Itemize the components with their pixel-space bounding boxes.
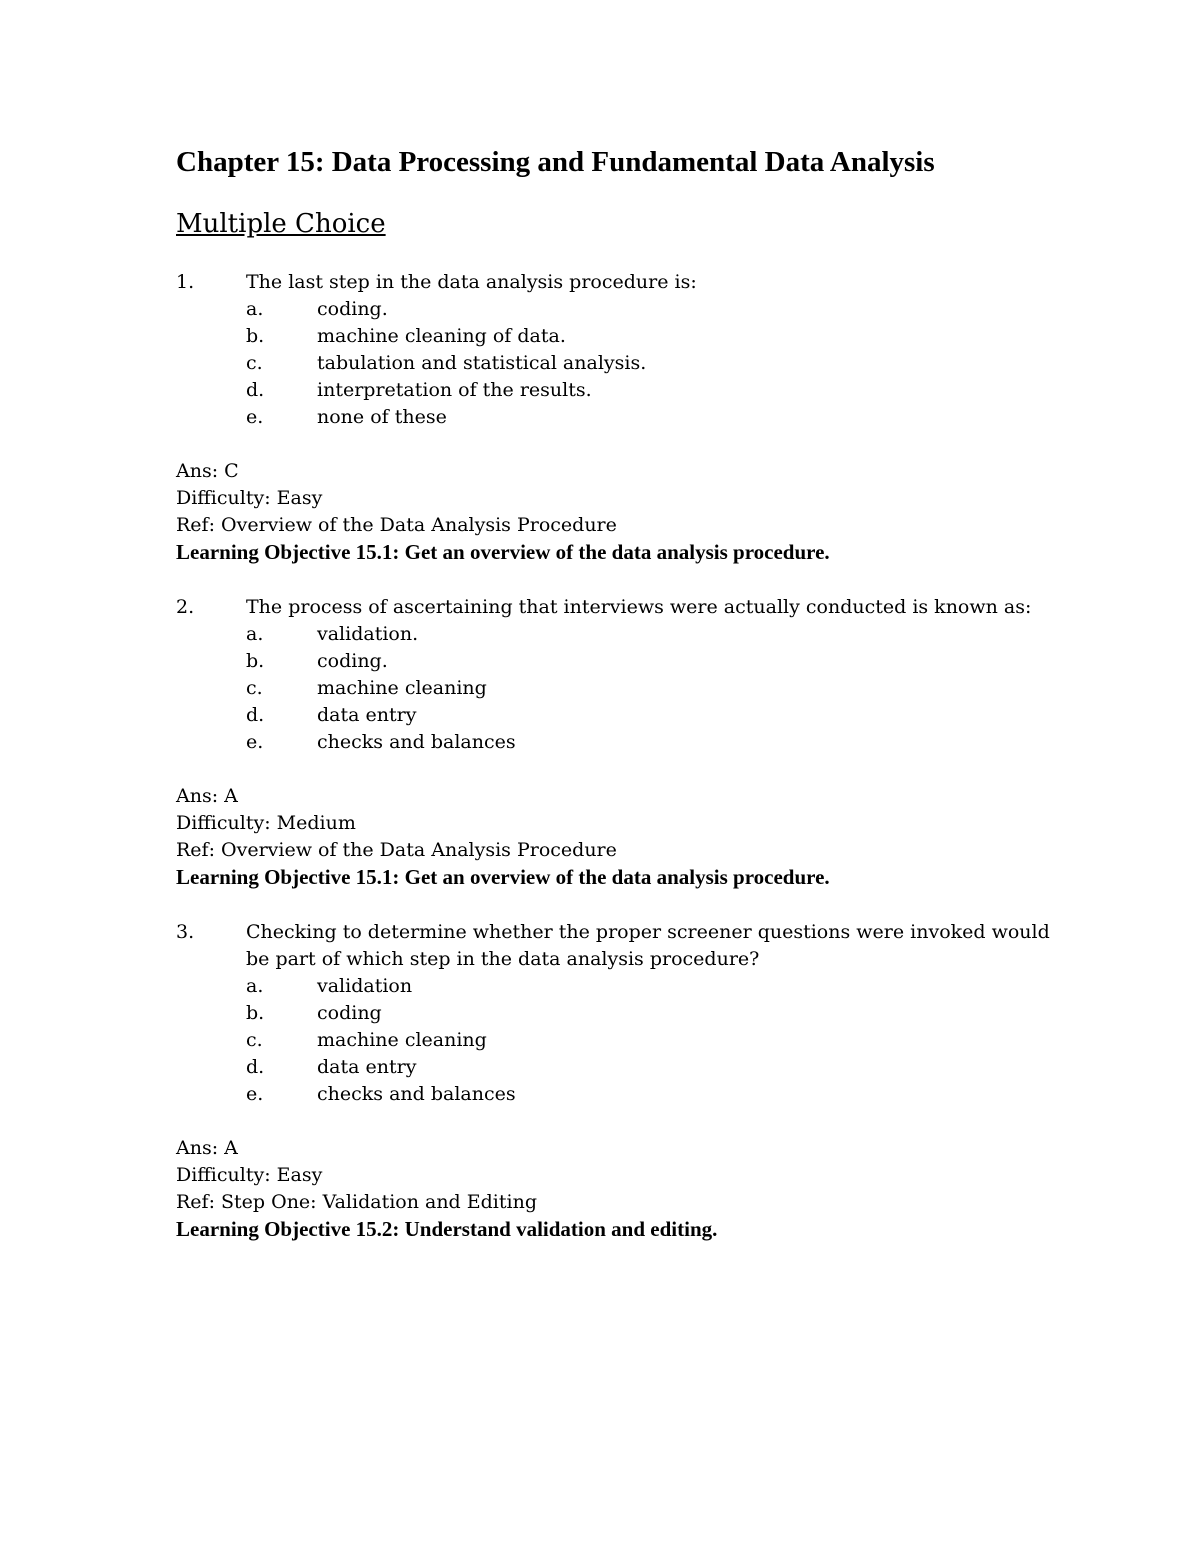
option-letter: e.: [246, 406, 264, 428]
option-text: tabulation and statistical analysis.: [317, 352, 647, 374]
question-text: The last step in the data analysis procedure is:: [246, 271, 697, 293]
answer: Ans: A: [176, 1137, 238, 1159]
option-b: [176, 648, 1056, 675]
difficulty: Difficulty: Medium: [176, 812, 356, 834]
option-d: [176, 1054, 1056, 1081]
reference: Ref: Step One: Validation and Editing: [176, 1191, 537, 1213]
option-text: machine cleaning: [317, 1029, 487, 1051]
question-number: 2.: [176, 596, 195, 618]
answer: Ans: C: [176, 460, 239, 482]
question-stem: [176, 269, 1056, 296]
question-3: [176, 919, 1056, 1243]
learning-objective: Learning Objective 15.1: Get an overview of the data analysis procedure.: [176, 865, 830, 889]
option-letter: c.: [246, 352, 263, 374]
option-letter: b.: [246, 650, 265, 672]
option-e: [176, 729, 1056, 756]
option-letter: a.: [246, 975, 264, 997]
option-text: coding: [317, 1002, 382, 1024]
option-c: [176, 1027, 1056, 1054]
question-number: 3.: [176, 921, 195, 943]
option-text: machine cleaning of data.: [317, 325, 566, 347]
option-a: [176, 973, 1056, 1000]
option-letter: e.: [246, 1083, 264, 1105]
option-letter: c.: [246, 1029, 263, 1051]
option-letter: d.: [246, 704, 265, 726]
option-d: [176, 377, 1056, 404]
question-stem-continued: [176, 946, 1056, 973]
option-e: [176, 1081, 1056, 1108]
option-text: data entry: [317, 704, 417, 726]
option-letter: a.: [246, 623, 264, 645]
option-text: validation.: [317, 623, 419, 645]
reference: Ref: Overview of the Data Analysis Procedure: [176, 839, 617, 861]
difficulty: Difficulty: Easy: [176, 1164, 323, 1186]
option-text: none of these: [317, 406, 447, 428]
option-letter: b.: [246, 1002, 265, 1024]
learning-objective: Learning Objective 15.2: Understand validation and editing.: [176, 1217, 718, 1241]
page-title: Chapter 15: Data Processing and Fundamental Data Analysis: [176, 146, 935, 178]
option-b: [176, 1000, 1056, 1027]
question-1: [176, 269, 1056, 566]
option-letter: b.: [246, 325, 265, 347]
section-heading: Multiple Choice: [176, 209, 386, 239]
option-text: interpretation of the results.: [317, 379, 592, 401]
question-number: 1.: [176, 271, 195, 293]
answer: Ans: A: [176, 785, 238, 807]
difficulty: Difficulty: Easy: [176, 487, 323, 509]
option-letter: e.: [246, 731, 264, 753]
option-text: checks and balances: [317, 731, 516, 753]
option-a: [176, 296, 1056, 323]
option-d: [176, 702, 1056, 729]
option-text: machine cleaning: [317, 677, 487, 699]
option-letter: a.: [246, 298, 264, 320]
option-b: [176, 323, 1056, 350]
option-text: coding.: [317, 298, 388, 320]
question-text: The process of ascertaining that interviews were actually conducted is known as:: [246, 596, 1032, 618]
question-text: be part of which step in the data analysis procedure?: [246, 948, 760, 970]
option-e: [176, 404, 1056, 431]
question-stem: [176, 919, 1056, 946]
option-text: data entry: [317, 1056, 417, 1078]
option-letter: d.: [246, 379, 265, 401]
option-letter: c.: [246, 677, 263, 699]
question-2: [176, 594, 1056, 891]
question-text: Checking to determine whether the proper screener questions were invoked would: [246, 921, 1050, 943]
reference: Ref: Overview of the Data Analysis Procedure: [176, 514, 617, 536]
option-c: [176, 675, 1056, 702]
learning-objective: Learning Objective 15.1: Get an overview of the data analysis procedure.: [176, 540, 830, 564]
option-text: validation: [317, 975, 413, 997]
option-text: coding.: [317, 650, 388, 672]
option-a: [176, 621, 1056, 648]
option-letter: d.: [246, 1056, 265, 1078]
option-text: checks and balances: [317, 1083, 516, 1105]
question-stem: [176, 594, 1056, 621]
option-c: [176, 350, 1056, 377]
